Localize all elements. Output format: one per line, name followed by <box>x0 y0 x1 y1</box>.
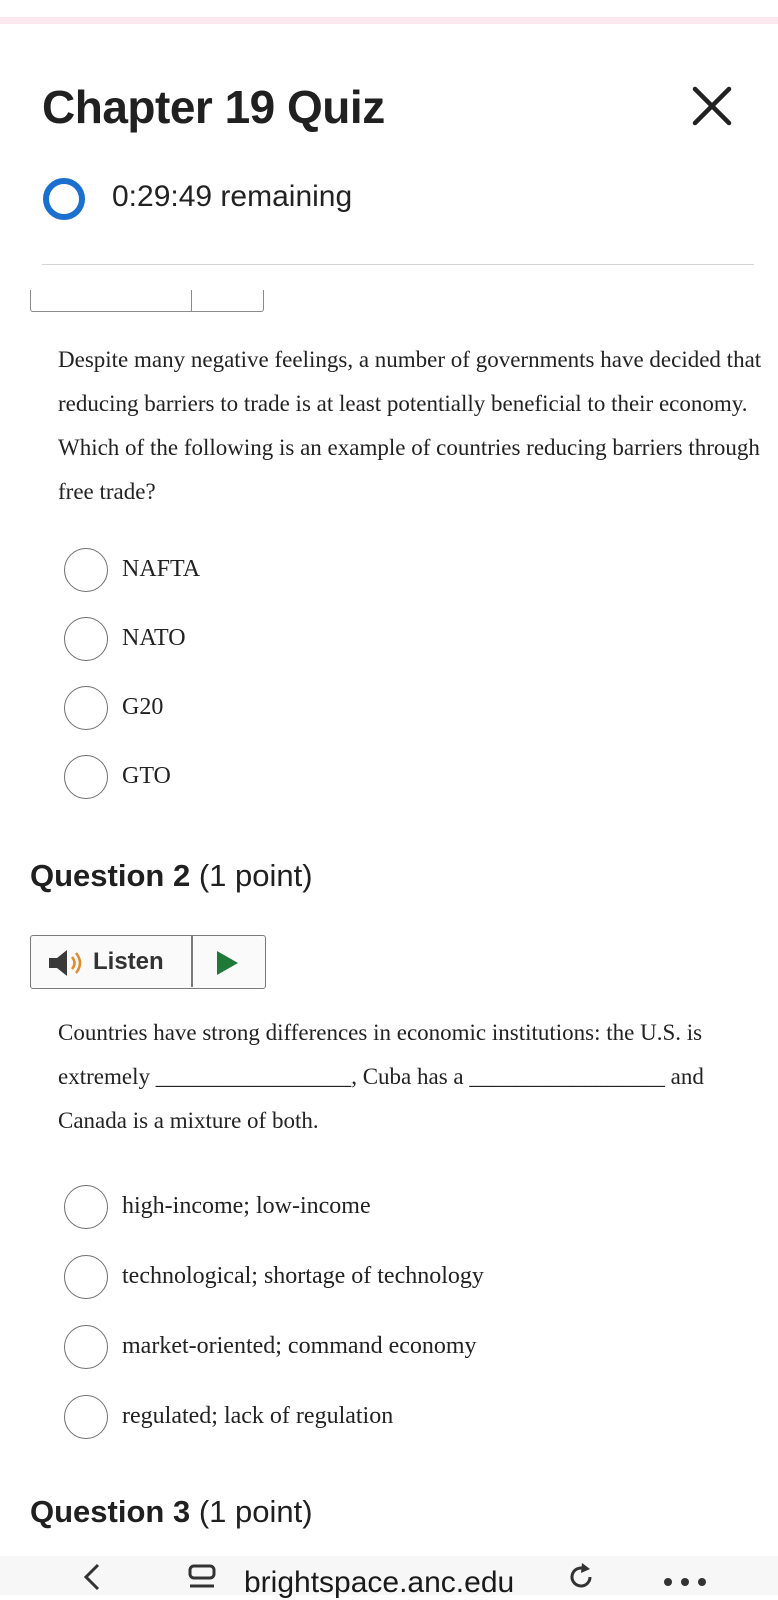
option-label: NAFTA <box>122 556 201 582</box>
radio-button[interactable] <box>64 548 108 592</box>
page-title: Chapter 19 Quiz <box>42 81 385 133</box>
radio-button[interactable] <box>64 1185 108 1229</box>
q2-option-3[interactable] <box>64 1325 744 1371</box>
speaker-icon <box>47 949 89 977</box>
tabs-icon[interactable] <box>188 1564 216 1590</box>
option-label: regulated; lack of regulation <box>122 1403 394 1429</box>
radio-button[interactable] <box>64 686 108 730</box>
more-icon[interactable] <box>662 1576 708 1588</box>
close-icon <box>690 84 734 128</box>
q1-option-4[interactable] <box>64 755 744 801</box>
option-label: technological; shortage of technology <box>122 1263 484 1289</box>
header-divider <box>42 264 754 265</box>
reload-icon[interactable] <box>566 1562 596 1592</box>
q2-option-4[interactable] <box>64 1395 744 1441</box>
radio-button[interactable] <box>64 1255 108 1299</box>
close-button[interactable] <box>690 84 734 128</box>
option-label: GTO <box>122 763 171 789</box>
listen-button-partial[interactable] <box>30 290 264 312</box>
q1-option-2[interactable] <box>64 617 744 663</box>
listen-label: Listen <box>93 948 164 975</box>
browser-bar <box>0 1556 778 1599</box>
question-2-heading <box>30 858 313 894</box>
url-text[interactable]: brightspace.anc.edu <box>244 1566 515 1599</box>
question-3-heading <box>30 1494 313 1530</box>
option-label: G20 <box>122 694 164 720</box>
listen-separator <box>191 290 192 311</box>
back-icon[interactable] <box>80 1562 104 1592</box>
radio-button[interactable] <box>64 755 108 799</box>
listen-separator <box>191 936 193 987</box>
question-number: Question 2 <box>30 858 191 893</box>
q2-option-1[interactable] <box>64 1185 744 1231</box>
timer-icon <box>42 177 86 221</box>
q2-option-2[interactable] <box>64 1255 744 1301</box>
timer-text: 0:29:49 remaining <box>112 180 353 213</box>
question-points: (1 point) <box>198 858 313 893</box>
question-points: (1 point) <box>198 1494 313 1529</box>
option-label: high-income; low-income <box>122 1193 371 1219</box>
question-number: Question 3 <box>30 1494 191 1529</box>
radio-button[interactable] <box>64 617 108 661</box>
option-label: market-oriented; command economy <box>122 1333 477 1359</box>
top-strip <box>0 17 778 24</box>
play-icon[interactable] <box>215 950 239 976</box>
radio-button[interactable] <box>64 1325 108 1369</box>
option-label: NATO <box>122 625 186 651</box>
q1-option-3[interactable] <box>64 686 744 732</box>
radio-button[interactable] <box>64 1395 108 1439</box>
question-1-text: Despite many negative feelings, a number of governments have decided that reducing barriers to trade is at least potentially beneficial to their economy. Which of the following is an example of countries reducing barriers through free trade? <box>58 347 762 504</box>
listen-button[interactable] <box>30 935 266 989</box>
question-2-text: Countries have strong differences in economic institutions: the U.S. is extremely _________________, Cuba has a _________________ and Canada is a mixture of both. <box>58 1020 704 1133</box>
q1-option-1[interactable] <box>64 548 744 594</box>
